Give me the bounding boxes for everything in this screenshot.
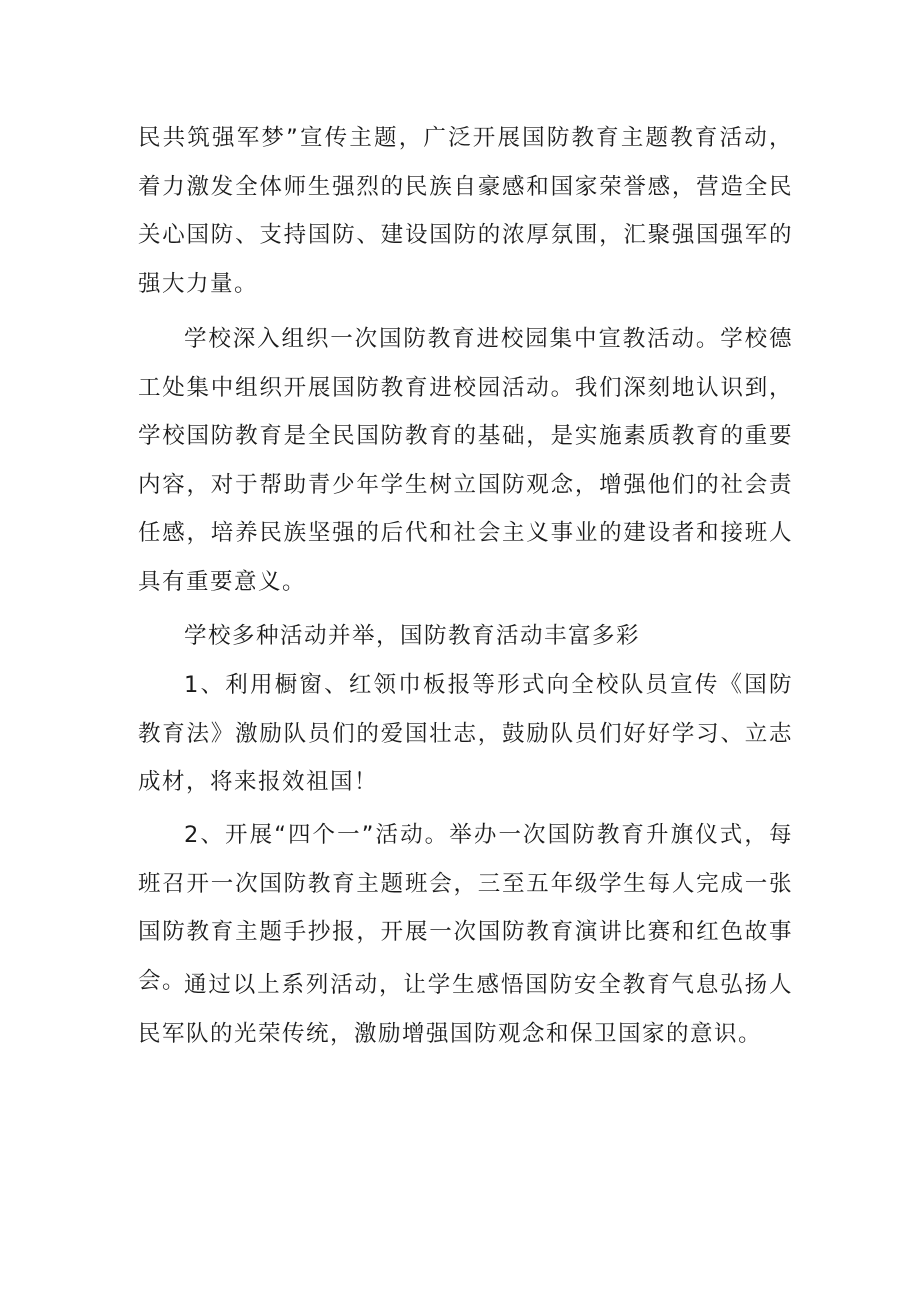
paragraph-conclusion: 通过以上系列活动，让学生感悟国防安全教育气息弘扬人民军队的光荣传统，激励增强国防观念和保卫国家的意识。 <box>138 972 793 1047</box>
paragraph-item-1: 1、利用橱窗、红领巾板报等形式向全校队员宣传《国防教育法》激励队员们的爱国壮志，鼓励队员们好好学习、立志成材，将来报效祖国！ <box>138 672 793 795</box>
paragraph-item-2: 2、开展“四个一”活动。举办一次国防教育升旗仪式，每班召开一次国防教育主题班会，三至五年级学生每人完成一张国防教育主题手抄报，开展一次国防教育演讲比赛和红色故事会。 <box>138 822 793 994</box>
paragraph-continuation: 民共筑强军梦”宣传主题，广泛开展国防教育主题教育活动，着力激发全体师生强烈的民族自豪感和国家荣誉感，营造全民关心国防、支持国防、建设国防的浓厚氛围，汇聚强国强军的强大力量。 <box>138 125 793 297</box>
paragraph-campus-activity: 学校深入组织一次国防教育进校园集中宣教活动。学校德工处集中组织开展国防教育进校园活动。我们深刻地认识到，学校国防教育是全民国防教育的基础，是实施素质教育的重要内容，对于帮助青少年学生树立国防观念，增强他们的社会责任感，培养民族坚强的后代和社会主义事业的建设者和接班人具有重要意义。 <box>138 326 793 595</box>
paragraph-heading-activities: 学校多种活动并举，国防教育活动丰富多彩 <box>184 623 641 649</box>
